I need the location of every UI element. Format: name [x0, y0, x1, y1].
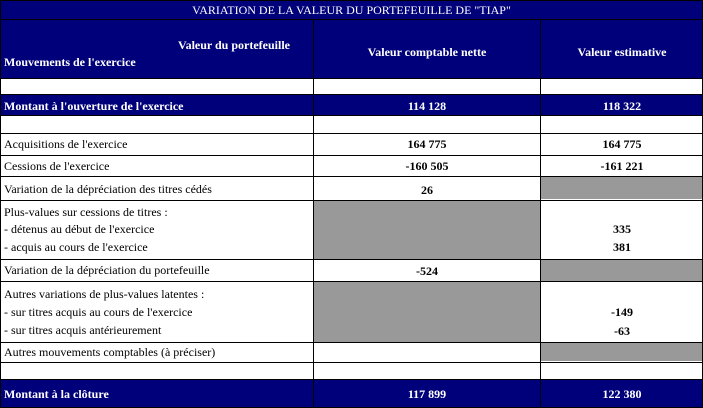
grid-line [313, 19, 314, 408]
autres-pv-header-label: Autres variations de plus-values latentes : [4, 287, 205, 301]
cessions-ve: -161 221 [600, 159, 644, 173]
var-dep-cedes-label: Variation de la dépréciation des titres cédés [4, 182, 212, 196]
var-dep-cedes-vcn: 26 [421, 183, 433, 197]
grid-line [0, 379, 703, 380]
row-header-bottom: Mouvements de l'exercice [4, 55, 136, 69]
autres-pv-cours-ve: -149 [611, 305, 633, 319]
acquisitions-vcn: 164 775 [407, 137, 447, 151]
shade-ve-depcedes [541, 177, 703, 199]
grid-line [0, 0, 703, 1]
grid-line [0, 94, 703, 95]
col-header-vcn: Valeur comptable nette [367, 45, 487, 59]
grid-line [0, 281, 703, 282]
closing-vcn: 117 899 [407, 387, 447, 401]
var-dep-port-label: Variation de la dépréciation du portefeuille [4, 263, 210, 277]
grid-line [0, 176, 703, 177]
pv-debut-label: - détenus au début de l'exercice [4, 222, 155, 236]
opening-ve: 118 322 [602, 99, 642, 113]
grid-line [0, 78, 703, 79]
grid-line [0, 19, 703, 20]
cessions-label: Cessions de l'exercice [4, 159, 110, 173]
grid-line [0, 133, 703, 134]
grid-line [0, 155, 703, 156]
cessions-vcn: -160 505 [405, 159, 449, 173]
closing-ve: 122 380 [602, 387, 642, 401]
pv-cours-ve: 381 [613, 240, 631, 254]
closing-row [0, 380, 703, 408]
grid-line [0, 200, 703, 201]
grid-line [0, 362, 703, 363]
opening-label: Montant à l'ouverture de l'exercice [4, 99, 184, 113]
grid-line [0, 259, 703, 260]
shade-ve-autresmouv [541, 343, 703, 361]
pv-header-label: Plus-values sur cessions de titres : [4, 205, 168, 219]
table-title-row [0, 0, 703, 19]
opening-row [0, 95, 703, 115]
grid-line [540, 19, 541, 408]
autres-pv-ant-ve: -63 [614, 324, 630, 338]
pv-cours-label: - acquis au cours de l'exercice [4, 240, 148, 254]
row-header-top: Valeur du portefeuille [178, 38, 291, 52]
table-title: VARIATION DE LA VALEUR DU PORTEFEUILLE DE "TIAP" [192, 3, 511, 17]
autres-pv-cours-label: - sur titres acquis au cours de l'exercice [4, 305, 193, 319]
acquisitions-label: Acquisitions de l'exercice [4, 137, 128, 151]
autres-mouv-label: Autres mouvements comptables (à préciser) [4, 345, 216, 359]
acquisitions-ve: 164 775 [602, 137, 642, 151]
shade-vcn-autres [314, 282, 540, 342]
pv-debut-ve: 335 [613, 222, 631, 236]
closing-label: Montant à la clôture [4, 387, 109, 401]
grid-line [0, 342, 703, 343]
opening-vcn: 114 128 [407, 99, 447, 113]
shade-vcn-pv [314, 201, 540, 259]
grid-line [0, 115, 703, 116]
var-dep-port-vcn: -524 [416, 264, 438, 278]
grid-line [0, 0, 1, 408]
autres-pv-ant-label: - sur titres acquis antérieurement [4, 323, 162, 337]
shade-ve-depport [541, 260, 703, 281]
header-row [0, 19, 703, 78]
col-header-ve: Valeur estimative [577, 45, 667, 59]
